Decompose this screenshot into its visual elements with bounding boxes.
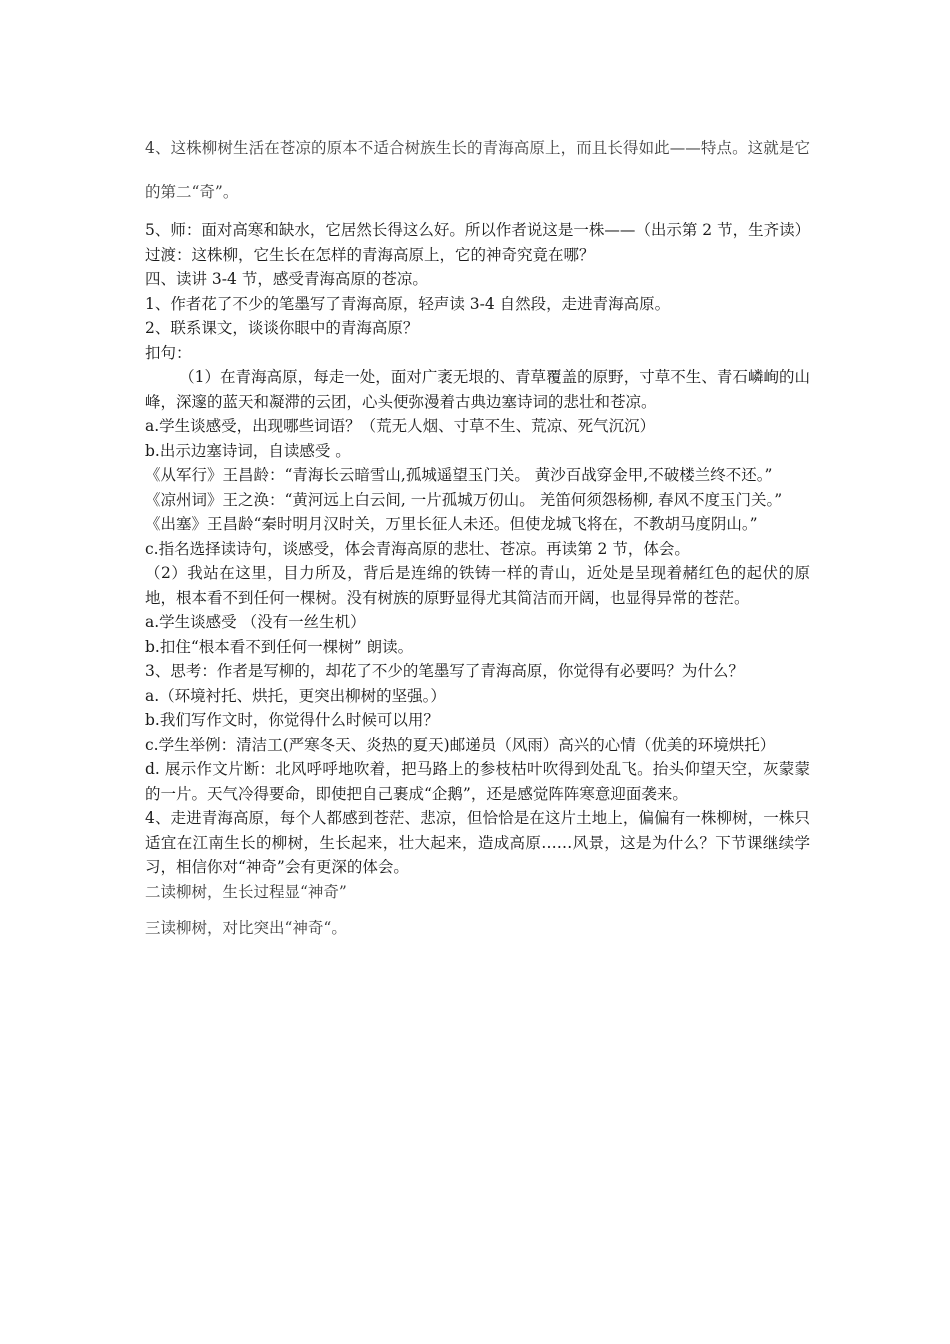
paragraph-item-1: 1、作者花了不少的笔墨写了青海高原，轻声读 3-4 自然段，走进青海高原。 [145,294,671,313]
paragraph-step-b-2: b.扣住“根本看不到任何一棵树” 朗读。 [145,637,414,656]
paragraph-point-4-second-wonder: 4、这株柳树生活在苍凉的原本不适合树族生长的青海高原上，而且长得如此——特点。这就是它的第二“奇”。 [145,139,810,201]
paragraph-item-4: 4、走进青海高原，每个人都感到苍茫、悲凉，但恰恰是在这片土地上，偏偏有一株柳树，一株只适宜在江南生长的柳树，生长起来，壮大起来，造成高原……风景，这是为什么？下节课继续学习，相信你对“神奇”会有更深的体会。 [145,809,810,876]
paragraph-step-a-2: a.学生谈感受 （没有一丝生机） [145,613,366,631]
section-heading-4: 四、读讲 3-4 节，感受青海高原的苍凉。 [145,270,428,288]
paragraph-quote-2: （2）我站在这里，目力所及，背后是连绵的铁铸一样的青山，近处是呈现着赭红色的起伏的原地，根本看不到任何一棵树。没有树族的原野显得尤其简洁而开阔，也显得异常的苍茫。 [145,564,810,607]
paragraph-step-c-3: c.学生举例：清洁工(严寒冬天、炎热的夏天)邮递员（风雨）高兴的心情（优美的环境烘托） [145,735,776,754]
paragraph-transition: 过渡：这株柳，它生长在怎样的青海高原上，它的神奇究竟在哪？ [145,245,595,264]
paragraph-step-a-1: a.学生谈感受，出现哪些词语？（荒无人烟、寸草不生、荒凉、死气沉沉） [145,417,656,435]
paragraph-item-2: 2、联系课文，谈谈你眼中的青海高原？ [145,319,419,337]
paragraph-step-b-1: b.出示边塞诗词，自读感受 。 [145,441,351,460]
paragraph-quote-1: （1）在青海高原，每走一处，面对广袤无垠的、青草覆盖的原野，寸草不生、青石嶙峋的山峰，深邃的蓝天和凝滞的云团，心头便弥漫着古典边塞诗词的悲壮和苍凉。 [145,368,810,411]
paragraph-step-b-3: b.我们写作文时，你觉得什么时候可以用？ [145,711,439,729]
paragraph-point-5-teacher: 5、师：面对高寒和缺水，它居然长得这么好。所以作者说这是一株——（出示第 2 节，生齐读） [145,221,811,239]
paragraph-third-reading: 三读柳树，对比突出“神奇“。 [145,919,347,937]
paragraph-step-d-3: d. 展示作文片断：北风呼呼地吹着，把马路上的参枝枯叶吹得到处乱飞。抬头仰望天空，灰蒙蒙的一片。天气冷得要命，即使把自己裹成“企鹅”，还是感觉阵阵寒意迎面袭来。 [145,760,810,803]
paragraph-step-c-1: c.指名选择读诗句，谈感受，体会青海高原的悲壮、苍凉。再读第 2 节，体会。 [145,539,690,558]
paragraph-second-reading: 二读柳树，生长过程显“神奇” [145,882,347,901]
paragraph-step-a-3: a.（环境衬托、烘托，更突出柳树的坚强。） [145,686,446,705]
poem-congjunxing: 《从军行》王昌龄：“青海长云暗雪山,孤城遥望玉门关。 黄沙百战穿金甲,不破楼兰终不还。” [145,466,773,484]
paragraph-item-3-think: 3、思考：作者是写柳的，却花了不少的笔墨写了青海高原，你觉得有必要吗？为什么？ [145,662,744,680]
paragraph-key-sentence-label: 扣句： [145,343,192,362]
poem-liangzhouci: 《凉州词》王之涣：“黄河远上白云间, 一片孤城万仞山。 羌笛何须怨杨柳, 春风不度玉门关。” [145,490,783,509]
poem-chusai: 《出塞》王昌龄“秦时明月汉时关，万里长征人未还。但使龙城飞将在，不教胡马度阴山。” [145,515,758,533]
document-body [145,126,810,941]
